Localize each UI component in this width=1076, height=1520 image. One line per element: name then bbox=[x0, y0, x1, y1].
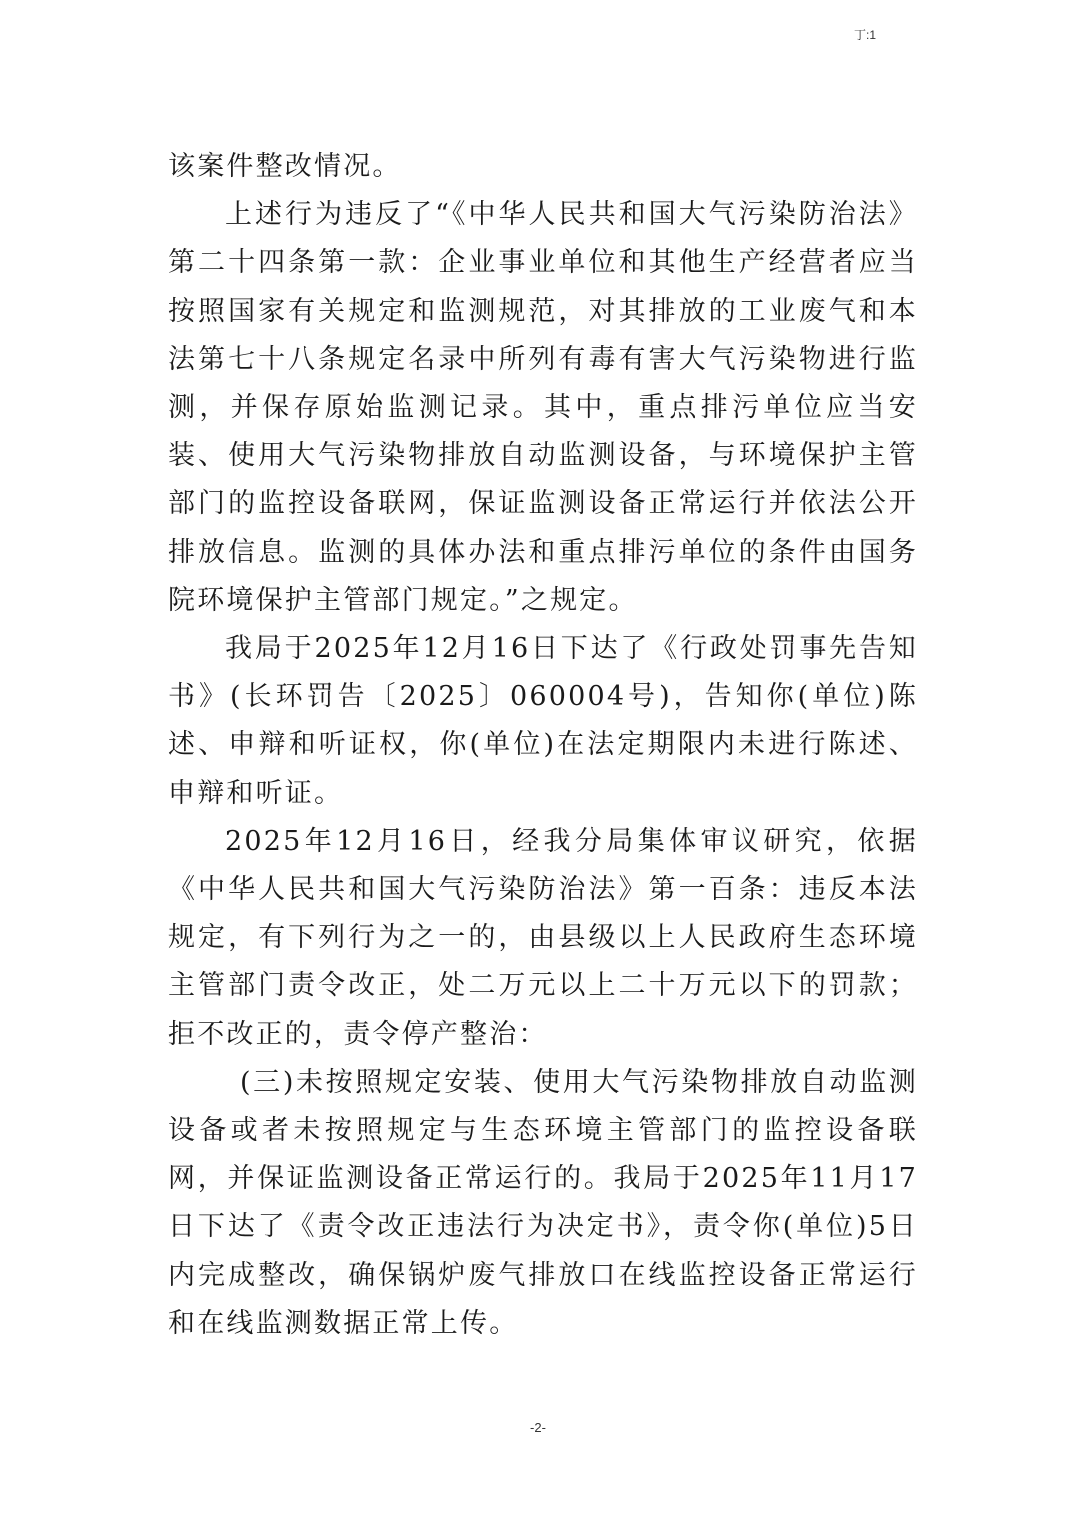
paragraph-item-three: (三)未按照规定安装、使用大气污染物排放自动监测设备或者未按照规定与生态环境主管部门的监控设备联网，并保证监测设备正常运行的。我局于2025年11月17日下达了《责令改正违法行为决定书》，责令你(单位)5日内完成整改，确保锅炉废气排放口在线监控设备正常运行和在线监测数据正常上传。 bbox=[168, 1066, 918, 1339]
paragraph-prior-notice: 我局于2025年12月16日下达了《行政处罚事先告知书》(长环罚告〔2025〕060004号)，告知你(单位)陈述、申辩和听证权，你(单位)在法定期限内未进行陈述、申辩和听证。 bbox=[168, 633, 918, 809]
paragraph-collective-review: 2025年12月16日，经我分局集体审议研究，依据《中华人民共和国大气污染防治法》第一百条：违反本法规定，有下列行为之一的，由县级以上人民政府生态环境主管部门责令改正，处二万元以上二十万元以下的罚款；拒不改正的，责令停产整治： bbox=[168, 825, 918, 1050]
page-number: -2- bbox=[530, 1420, 546, 1435]
paragraph-violated-provision: 上述行为违反了“《中华人民共和国大气污染防治法》第二十四条第一款：企业事业单位和其他生产经营者应当按照国家有关规定和监测规范，对其排放的工业废气和本法第七十八条规定名录中所列有毒有害大气污染物进行监测，并保存原始监测记录。其中，重点排污单位应当安装、使用大气污染物排放自动监测设备，与环境保护主管部门的监控设备联网，保证监测设备正常运行并依法公开排放信息。监测的具体办法和重点排污单位的条件由国务院环境保护主管部门规定。”之规定。 bbox=[168, 199, 918, 616]
document-body bbox=[168, 143, 918, 1348]
paragraph-case-rectification: 该案件整改情况。 bbox=[168, 151, 402, 182]
corner-mark: 丁:1 bbox=[853, 28, 876, 42]
